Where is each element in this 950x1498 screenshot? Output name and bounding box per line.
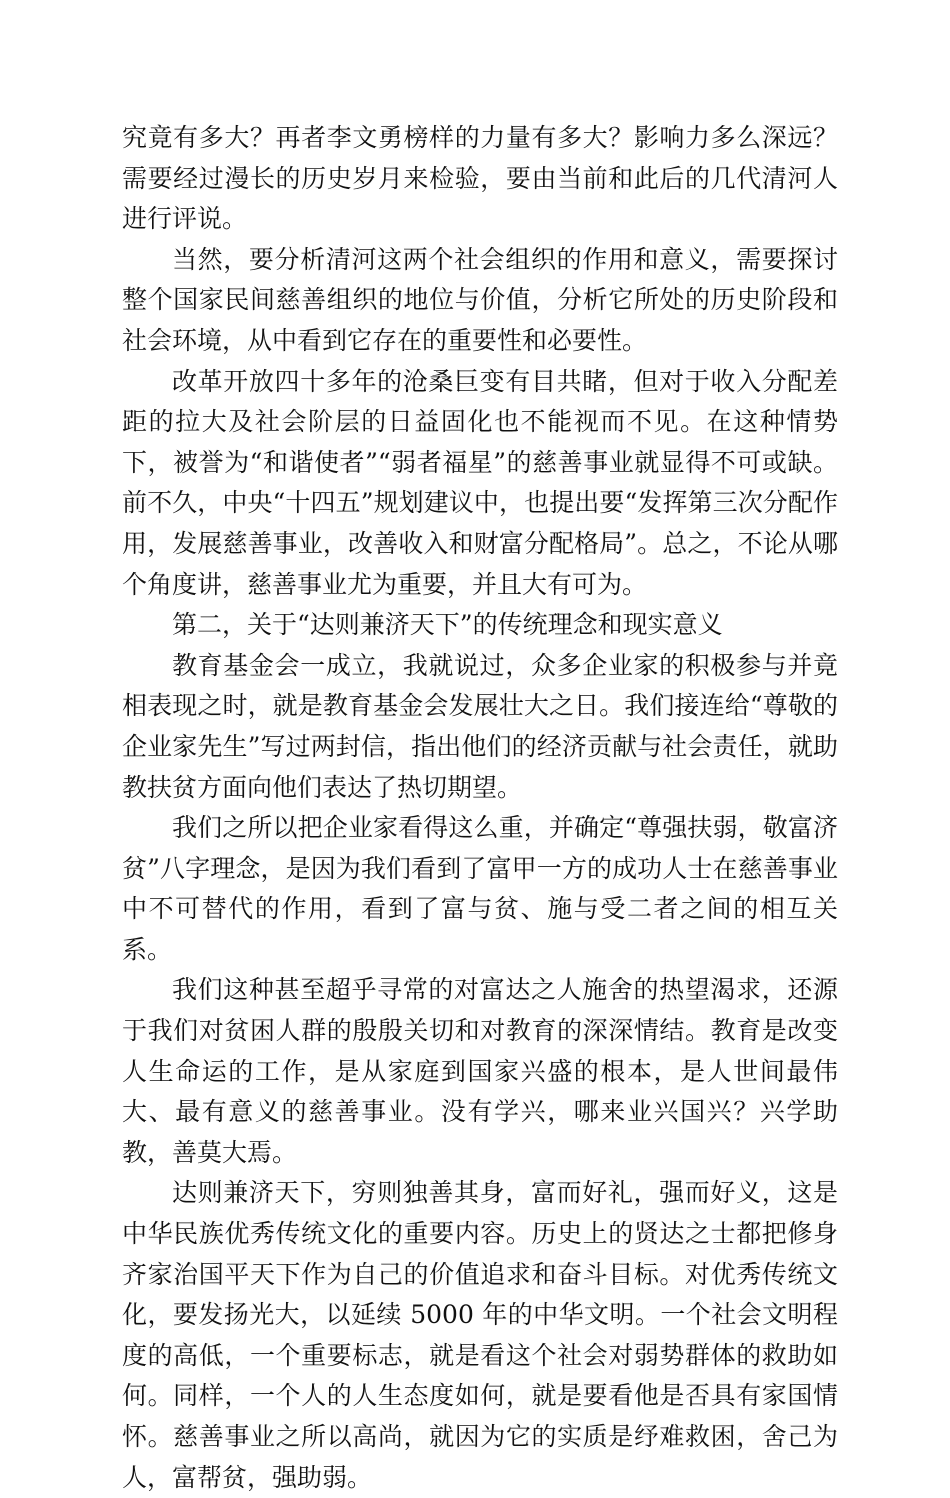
paragraph-2: 当然，要分析清河这两个社会组织的作用和意义，需要探讨整个国家民间慈善组织的地位与价值，分析它所处的历史阶段和社会环境，从中看到它存在的重要性和必要性。 bbox=[122, 244, 838, 355]
paragraph-5: 教育基金会一成立，我就说过，众多企业家的积极参与并竟相表现之时，就是教育基金会发展壮大之日。我们接连给“尊敬的企业家先生”写过两封信，指出他们的经济贡献与社会责任，就助教扶贫方面向他们表达了热切期望。 bbox=[122, 650, 838, 802]
paragraph-3: 改革开放四十多年的沧桑巨变有目共睹，但对于收入分配差距的拉大及社会阶层的日益固化也不能视而不见。在这种情势下，被誉为“和谐使者”“弱者福星”的慈善事业就显得不可或缺。前不久，中央“十四五”规划建议中，也提出要“发挥第三次分配作用，发展慈善事业，改善收入和财富分配格局”。总之，不论从哪个角度讲，慈善事业尤为重要，并且大有可为。 bbox=[122, 366, 838, 599]
document-body bbox=[122, 118, 838, 1498]
section-heading-2: 第二，关于“达则兼济天下”的传统理念和现实意义 bbox=[172, 610, 723, 640]
paragraph-8: 达则兼济天下，穷则独善其身，富而好礼，强而好义，这是中华民族优秀传统文化的重要内容。历史上的贤达之士都把修身齐家治国平天下作为自己的价值追求和奋斗目标。对优秀传统文化，要发扬光大，以延续 5000 年的中华文明。一个社会文明程度的高低，一个重要标志，就是看这个社会对弱势群体的救助如何。同样，一个人的人生态度如何，就是要看他是否具有家国情怀。慈善事业之所以高尚，就因为它的实质是纾难救困，舍己为人，富帮贫，强助弱。 bbox=[122, 1178, 838, 1492]
paragraph-6: 我们之所以把企业家看得这么重，并确定“尊强扶弱，敬富济贫”八字理念，是因为我们看到了富甲一方的成功人士在慈善事业中不可替代的作用，看到了富与贫、施与受二者之间的相互关系。 bbox=[122, 813, 838, 964]
paragraph-1: 究竟有多大？再者李文勇榜样的力量有多大？影响力多么深远？需要经过漫长的历史岁月来检验，要由当前和此后的几代清河人进行评说。 bbox=[122, 123, 838, 234]
paragraph-7: 我们这种甚至超乎寻常的对富达之人施舍的热望渴求，还源于我们对贫困人群的殷殷关切和对教育的深深情结。教育是改变人生命运的工作，是从家庭到国家兴盛的根本，是人世间最伟大、最有意义的慈善事业。没有学兴，哪来业兴国兴？兴学助教，善莫大焉。 bbox=[122, 975, 838, 1167]
